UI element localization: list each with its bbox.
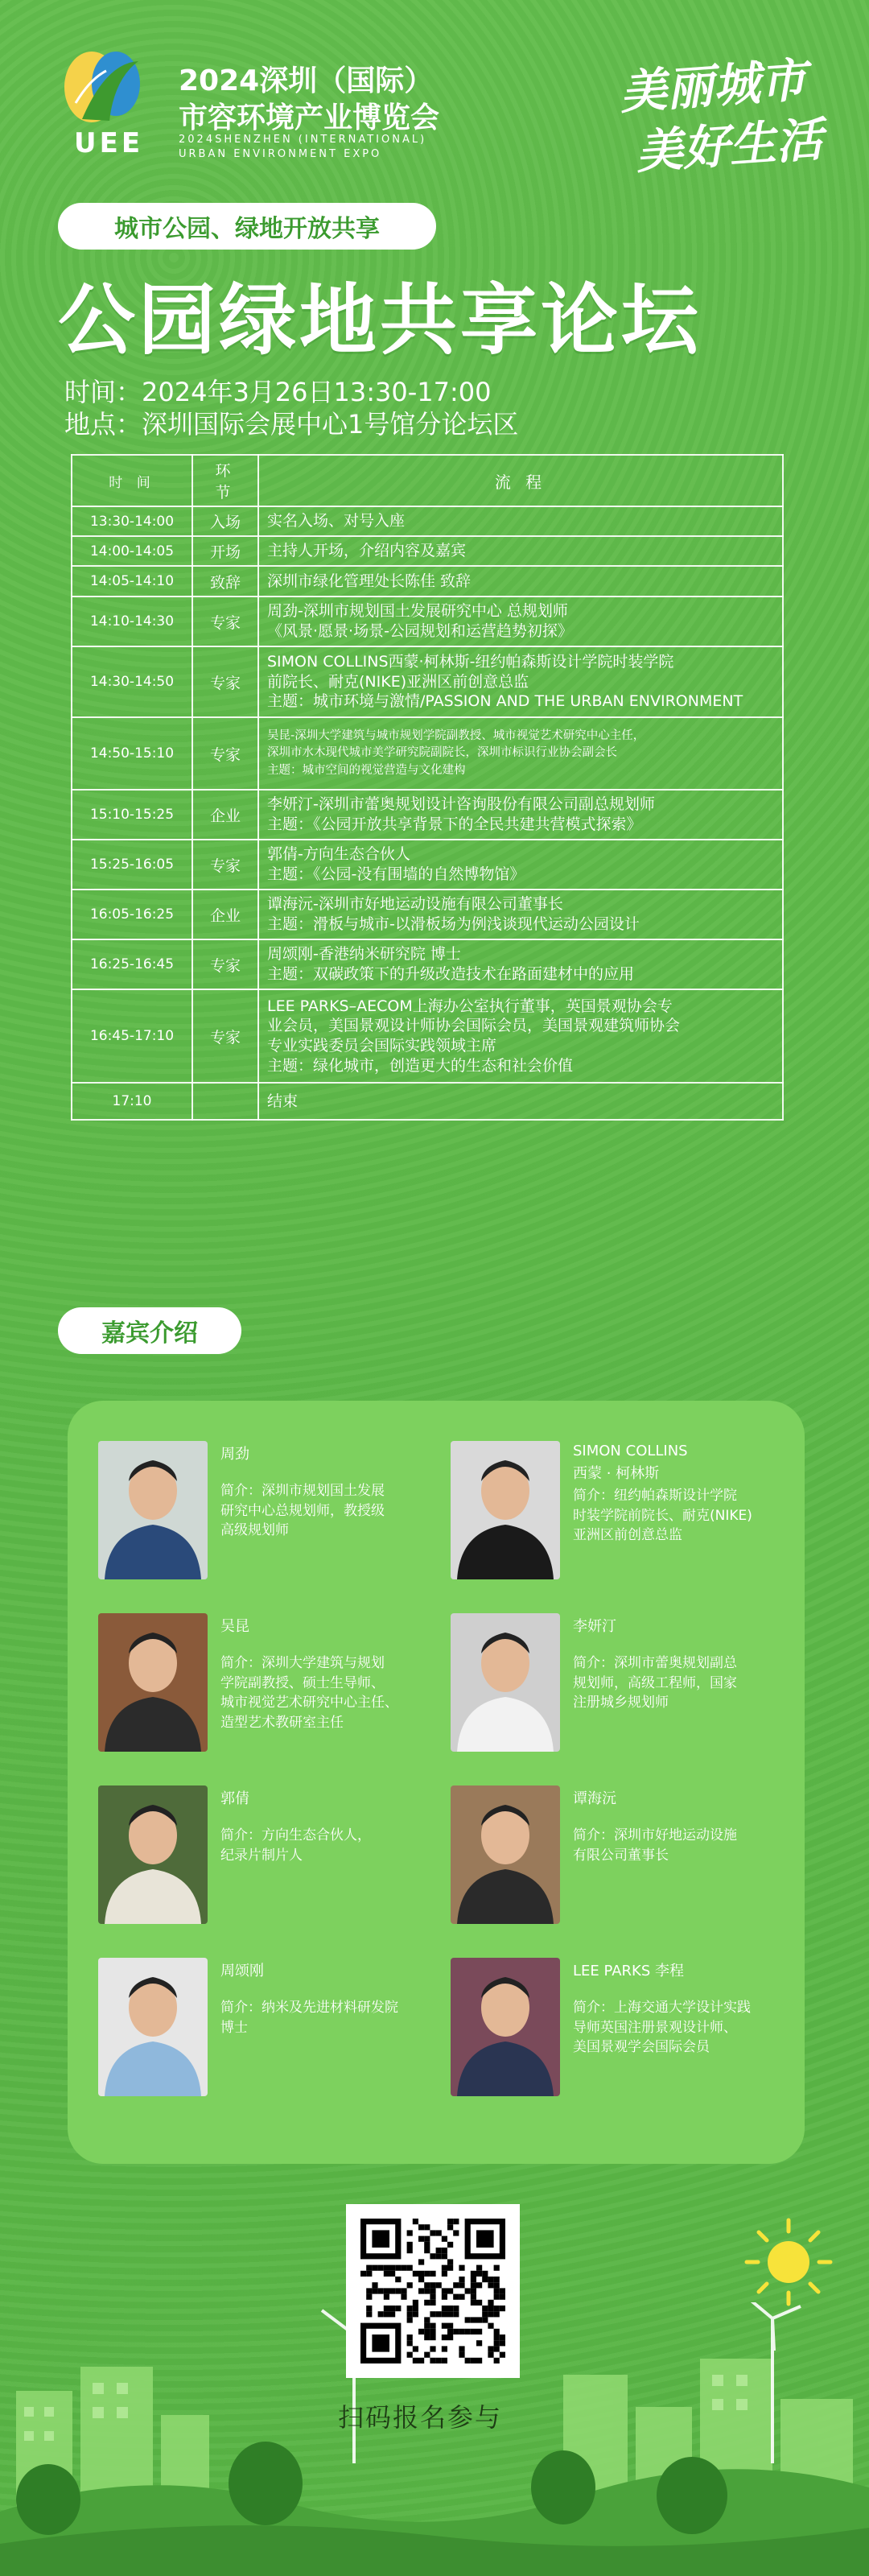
schedule-segment: 专家: [192, 840, 258, 890]
schedule-flow-line: 深圳市水木现代城市美学研究院副院长，深圳市标识行业协会副会长: [267, 746, 617, 760]
schedule-segment: 专家: [192, 989, 258, 1083]
schedule-flow-line: 实名入场、对号入座: [267, 512, 406, 530]
slogan-line1: 美丽城市: [618, 52, 809, 120]
expo-name-line1: 2024深圳（国际）: [179, 64, 434, 97]
schedule-flow-line: 主题：双碳政策下的升级改造技术在路面建材中的应用: [267, 965, 635, 983]
guest-bio-line: 美国景观学会国际会员: [573, 2039, 710, 2056]
schedule-time: 13:30-14:00: [72, 506, 192, 536]
guest-bio: [220, 1653, 398, 1733]
header-time: 时 间: [72, 455, 192, 506]
expo-english-line2: URBAN ENVIRONMENT EXPO: [179, 148, 382, 160]
guest-photo: [451, 1613, 560, 1752]
schedule-flow: [258, 717, 783, 790]
guest-name: 周颂刚: [220, 1963, 264, 1979]
schedule-flow-line: 结束: [267, 1092, 299, 1110]
guest-name: SIMON COLLINS: [573, 1443, 688, 1459]
guest-bio: [573, 1653, 737, 1713]
guest-bio-line: 注册城乡规划师: [573, 1695, 669, 1711]
guest-card: [451, 1785, 789, 1938]
schedule-flow-line: 前院长、耐克(NIKE)亚洲区前创意总监: [267, 672, 529, 691]
guest-bio-line: 简介：方向生态合伙人，: [220, 1827, 371, 1843]
guest-bio-line: 导师英国注册景观设计师、: [573, 2019, 737, 2036]
schedule-flow: [258, 566, 783, 597]
guest-bio-line: 学院副教授、硕士生导师、: [220, 1674, 385, 1691]
schedule-time: 14:00-14:05: [72, 536, 192, 566]
schedule-time: 14:10-14:30: [72, 597, 192, 646]
schedule-time: 16:05-16:25: [72, 890, 192, 939]
schedule-flow-line: 专业实践委员会国际实践领域主席: [267, 1037, 497, 1055]
guest-bio-line: 高级规划师: [220, 1522, 289, 1539]
schedule-row: [72, 717, 783, 790]
schedule-flow: [258, 790, 783, 840]
schedule-segment: 专家: [192, 939, 258, 989]
event-location: 地点：深圳国际会展中心1号馆分论坛区: [64, 409, 519, 440]
schedule-row: [72, 890, 783, 939]
guest-bio-line: 时装学院前院长、耐克(NIKE): [573, 1507, 752, 1524]
guest-name-secondary: 西蒙 · 柯林斯: [573, 1465, 660, 1482]
header-segment: 环 节: [192, 455, 258, 506]
schedule-flow-line: LEE PARKS–AECOM上海办公室执行董事，英国景观协会专: [267, 997, 673, 1015]
guest-bio-line: 造型艺术教研室主任: [220, 1714, 344, 1731]
schedule-flow: [258, 506, 783, 536]
schedule-flow: [258, 989, 783, 1083]
guests-title-pill: 嘉宾介绍: [58, 1307, 241, 1354]
schedule-segment: [192, 1083, 258, 1120]
expo-name-line2: 市容环境产业博览会: [179, 101, 440, 134]
schedule-segment: 专家: [192, 646, 258, 717]
forum-subtitle-pill: 城市公园、绿地开放共享: [58, 203, 436, 250]
schedule-segment: 致辞: [192, 566, 258, 597]
guest-bio: [573, 1486, 752, 1546]
schedule-segment: 企业: [192, 790, 258, 840]
schedule-flow-line: 周颂刚-香港纳米研究院 博士: [267, 945, 461, 964]
schedule-row: [72, 790, 783, 840]
guest-name: 李妍汀: [573, 1618, 616, 1635]
schedule-flow: [258, 939, 783, 989]
schedule-flow-line: 郭倩-方向生态合伙人: [267, 845, 410, 864]
schedule-time: 16:25-16:45: [72, 939, 192, 989]
schedule-segment: 专家: [192, 717, 258, 790]
guest-bio-line: 博士: [220, 2019, 248, 2036]
guest-bio: [220, 1826, 371, 1865]
guest-photo: [451, 1785, 560, 1924]
schedule-segment: 企业: [192, 890, 258, 939]
schedule-flow-line: 主题：滑板与城市-以滑板场为例浅谈现代运动公园设计: [267, 915, 640, 933]
guest-card: [451, 1441, 789, 1594]
guest-photo: [98, 1441, 208, 1579]
schedule-time: 14:05-14:10: [72, 566, 192, 597]
header-flow: 流 程: [258, 455, 783, 506]
schedule-segment: 开场: [192, 536, 258, 566]
sun-icon: [740, 2214, 837, 2310]
schedule-time: 15:25-16:05: [72, 840, 192, 890]
schedule-flow: [258, 597, 783, 646]
schedule-row: [72, 840, 783, 890]
schedule-flow-line: 《风景·愿景·场景-公园规划和运营趋势初探》: [267, 622, 573, 640]
guest-card: [98, 1441, 436, 1594]
uee-logo-mark: [58, 47, 154, 127]
guest-photo: [451, 1441, 560, 1579]
schedule-time: 16:45-17:10: [72, 989, 192, 1083]
schedule-time: 17:10: [72, 1083, 192, 1120]
expo-english-line1: 2024SHENZHEN (INTERNATIONAL): [179, 134, 427, 146]
schedule-flow-line: 主持人开场，介绍内容及嘉宾: [267, 542, 467, 560]
schedule-segment: 专家: [192, 597, 258, 646]
schedule-row: [72, 506, 783, 536]
schedule-flow-line: 业会员，美国景观设计师协会国际会员，美国景观建筑师协会: [267, 1017, 681, 1035]
logo-text: UEE: [74, 127, 144, 159]
guest-name: 周劲: [220, 1446, 249, 1463]
schedule-row: [72, 566, 783, 597]
schedule-flow-line: 周劲-深圳市规划国土发展研究中心 总规划师: [267, 602, 568, 621]
schedule-time: 14:30-14:50: [72, 646, 192, 717]
schedule-flow: [258, 840, 783, 890]
schedule-row: [72, 536, 783, 566]
slogan-line2: 美好生活: [634, 111, 825, 180]
schedule-flow: [258, 646, 783, 717]
guest-photo: [98, 1958, 208, 2096]
guest-bio-line: 城市视觉艺术研究中心主任、: [220, 1695, 398, 1711]
guest-card: [98, 1613, 436, 1766]
schedule-flow-line: 谭海沅-深圳市好地运动设施有限公司董事长: [267, 895, 563, 914]
guest-bio-line: 有限公司董事长: [573, 1847, 669, 1864]
guest-bio-line: 简介：深圳市好地运动设施: [573, 1827, 737, 1843]
guest-photo: [451, 1958, 560, 2096]
guest-name: 吴昆: [220, 1618, 249, 1635]
event-time: 时间：2024年3月26日13:30-17:00: [64, 377, 492, 407]
guest-name: LEE PARKS 李程: [573, 1963, 684, 1979]
guest-photo: [98, 1613, 208, 1752]
guest-bio: [573, 1998, 751, 2058]
guest-card: [451, 1613, 789, 1766]
guest-bio: [220, 1481, 385, 1541]
schedule-flow: [258, 1083, 783, 1120]
schedule-time: 14:50-15:10: [72, 717, 192, 790]
guest-bio-line: 简介：深圳市规划国土发展: [220, 1483, 385, 1499]
forum-title: 公园绿地共享论坛: [58, 275, 702, 365]
guest-bio: [573, 1826, 737, 1865]
guest-bio-line: 简介：纳米及先进材料研发院: [220, 2000, 398, 2016]
schedule-row: [72, 939, 783, 989]
schedule-flow-line: 深圳市绿化管理处长陈佳 致辞: [267, 572, 472, 590]
qr-label: 扫码报名参与: [338, 2402, 503, 2433]
schedule-row: [72, 1083, 783, 1120]
schedule-flow-line: 吴昆-深圳大学建筑与城市规划学院副教授、城市视觉艺术研究中心主任，: [267, 729, 645, 743]
guest-name: 郭倩: [220, 1790, 249, 1807]
schedule-flow-line: 主题：《公园开放共享背景下的全民共建共营模式探索》: [267, 815, 642, 833]
registration-qr-code[interactable]: [346, 2204, 520, 2378]
schedule-flow-line: SIMON COLLINS西蒙·柯林斯-纽约帕森斯设计学院时装学院: [267, 652, 674, 671]
guest-bio-line: 简介：深圳大学建筑与规划: [220, 1655, 385, 1671]
guest-photo: [98, 1785, 208, 1924]
schedule-row: [72, 597, 783, 646]
guest-bio-line: 简介：纽约帕森斯设计学院: [573, 1488, 737, 1504]
guest-bio-line: 亚洲区前创意总监: [573, 1527, 682, 1544]
guest-card: [98, 1785, 436, 1938]
schedule-flow-line: 李妍汀-深圳市蕾奥规划设计咨询股份有限公司副总规划师: [267, 795, 655, 814]
schedule-row: [72, 989, 783, 1083]
schedule-time: 15:10-15:25: [72, 790, 192, 840]
guest-name: 谭海沅: [573, 1790, 616, 1807]
schedule-header-row: [72, 455, 783, 506]
schedule-flow: [258, 890, 783, 939]
guest-card: [451, 1958, 789, 2111]
guest-card: [98, 1958, 436, 2111]
guest-bio-line: 规划师，高级工程师，国家: [573, 1674, 737, 1691]
guest-bio-line: 研究中心总规划师，教授级: [220, 1502, 385, 1519]
guest-bio-line: 纪录片制片人: [220, 1847, 303, 1864]
schedule-flow-line: 主题：绿化城市，创造更大的生态和社会价值: [267, 1056, 574, 1075]
schedule-flow-line: 主题：城市空间的视觉营造与文化建构: [267, 763, 466, 777]
schedule-segment: 入场: [192, 506, 258, 536]
schedule-body: [72, 506, 783, 1120]
schedule-row: [72, 646, 783, 717]
guest-bio: [220, 1998, 398, 2037]
schedule-flow-line: 主题：城市环境与激情/PASSION AND THE URBAN ENVIRONMENT: [267, 692, 743, 711]
schedule-table: [71, 454, 784, 1121]
guest-bio-line: 简介：深圳市蕾奥规划副总: [573, 1655, 737, 1671]
schedule-flow: [258, 536, 783, 566]
guest-bio-line: 简介：上海交通大学设计实践: [573, 2000, 751, 2016]
schedule-flow-line: 主题：《公园-没有围墙的自然博物馆》: [267, 865, 525, 883]
